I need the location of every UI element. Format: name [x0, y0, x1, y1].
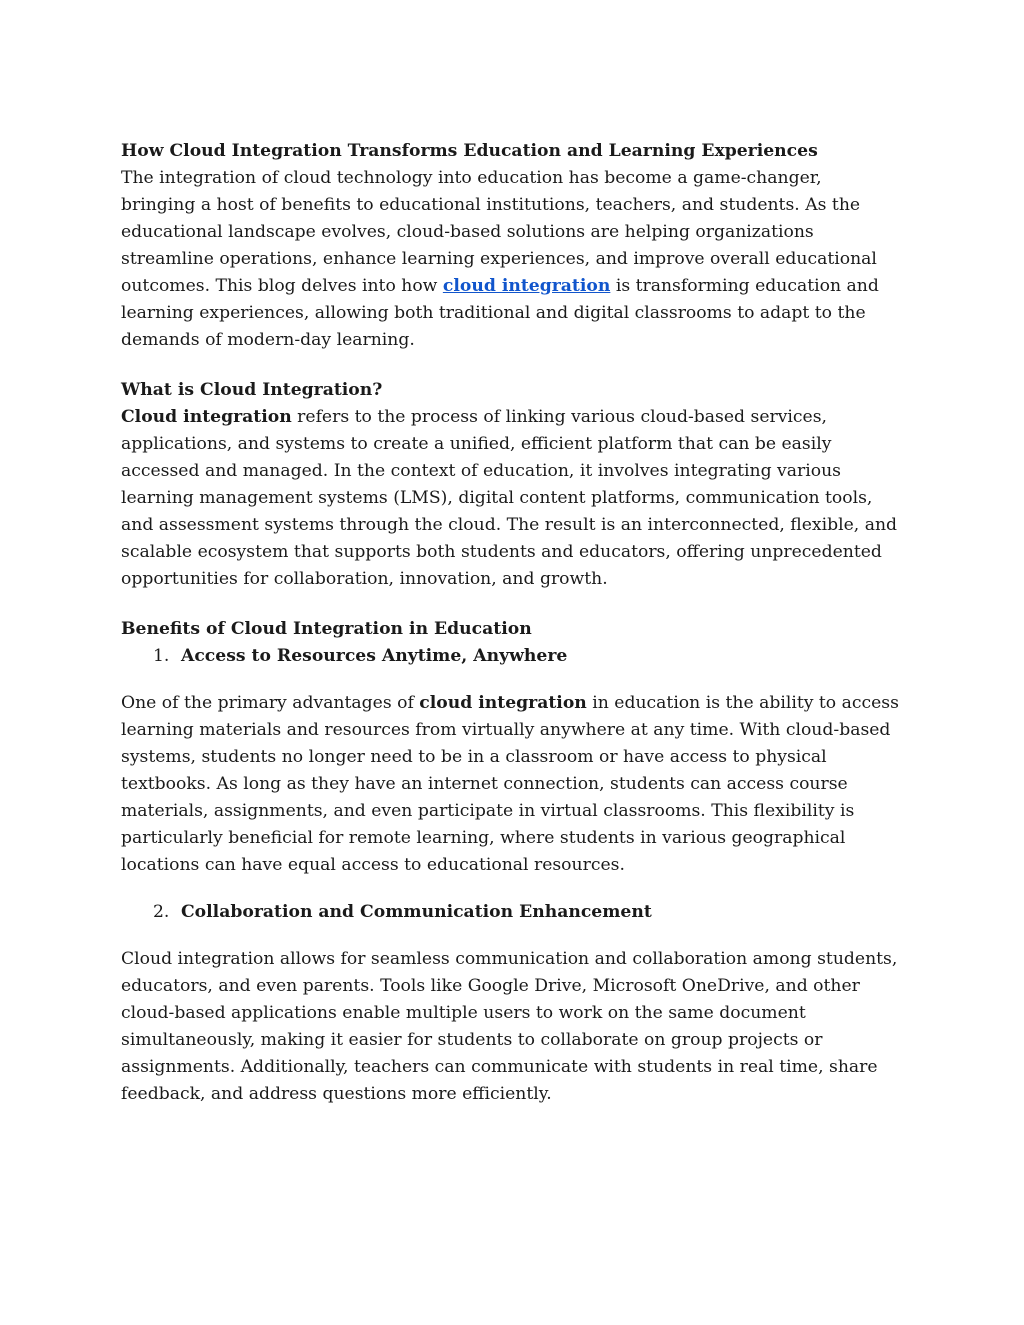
benefit-heading-access: Access to Resources Anytime, Anywhere: [181, 646, 568, 666]
list-number: 2.: [153, 902, 170, 922]
access-text-after: in education is the ability to access learning materials and resources from virtually anywhere at any time. With cloud-based systems, students no longer need to be in a classroom or have access to physical textbooks. As long as they have an internet connection, students can access course materials, assignments, and even participate in virtual classrooms. This flexibility is particularly beneficial for remote learning, where students in various geographical locations can have equal access to educational resources.: [121, 693, 899, 875]
benefit-paragraph-collaboration: Cloud integration allows for seamless communication and collaboration among students, educators, and even parents. Tools like Google Drive, Microsoft OneDrive, and other cloud-based applications enable multiple users to work on the same document simultaneously, making it easier for students to collaborate on group projects or assignments. Additionally, teachers can communicate with students in real time, share feedback, and address questions more efficiently.: [121, 949, 898, 1104]
benefit-item-1-heading: [121, 643, 901, 670]
benefit-heading-collaboration: Collaboration and Communication Enhancement: [181, 902, 652, 922]
access-text-before: One of the primary advantages of: [121, 693, 420, 713]
intro-text-before-link: The integration of cloud technology into education has become a game-changer, bringing a host of benefits to educational institutions, teachers, and students. As the educational landscape evolves, cloud-based solutions are helping organizations streamline operations, enhance learning experiences, and improve overall educational outcomes. This blog delves into how: [121, 168, 877, 296]
list-number: 1.: [153, 646, 170, 666]
intro-text-after-link: is transforming education and learning experiences, allowing both traditional and digital classrooms to adapt to the demands of modern-day learning.: [121, 276, 879, 350]
benefit-item-2-heading: [121, 899, 901, 926]
definition-bold-term: Cloud integration: [121, 407, 292, 427]
document-title: How Cloud Integration Transforms Education and Learning Experiences: [121, 141, 818, 161]
document-body: [121, 138, 901, 1108]
benefits-heading: Benefits of Cloud Integration in Education: [121, 619, 532, 639]
definition-paragraph: [121, 404, 901, 593]
benefit-paragraph-access: [121, 690, 901, 879]
definition-text: refers to the process of linking various cloud-based services, applications, and systems to create a unified, efficient platform that can be easily accessed and managed. In the context of education, it involves integrating various learning management systems (LMS), digital content platforms, communication tools, and assessment systems through the cloud. The result is an interconnected, flexible, and scalable ecosystem that supports both students and educators, offering unprecedented opportunities for collaboration, innovation, and growth.: [121, 407, 898, 589]
access-bold-term: cloud integration: [419, 693, 587, 713]
cloud-integration-link[interactable]: cloud integration: [442, 276, 611, 296]
what-is-heading: What is Cloud Integration?: [121, 380, 383, 400]
intro-paragraph: [121, 165, 901, 354]
